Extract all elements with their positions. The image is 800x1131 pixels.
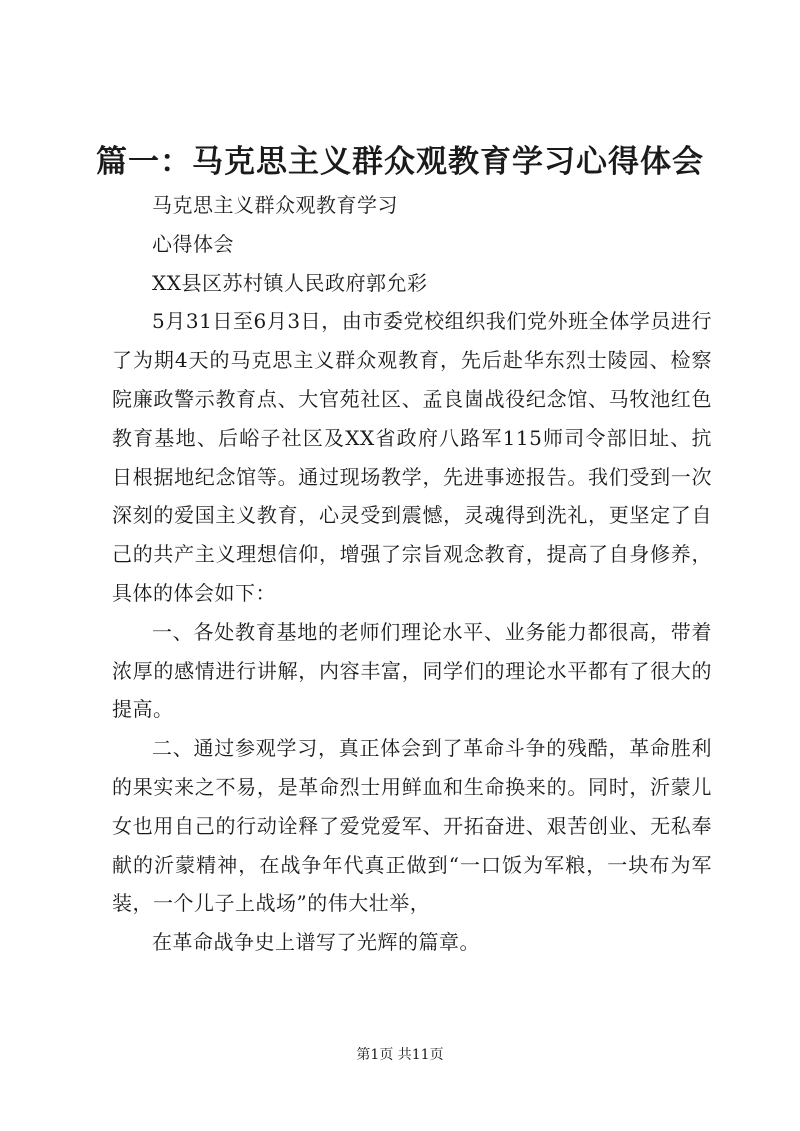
paragraph-author: XX县区苏村镇人民政府郭允彩 xyxy=(152,270,428,295)
document-title: 篇一：马克思主义群众观教育学习心得体会 xyxy=(96,144,704,180)
paragraph-subtitle-2: 心得体会 xyxy=(152,231,234,256)
paragraph-point-2: 二、通过参观学习，真正体会到了革命斗争的残酷，革命胜利的果实来之不易，是革命烈士用鲜血和生命换来的。同时，沂蒙儿女也用自己的行动诠释了爱党爱军、开拓奋进、艰苦创业、无私奉献的沂蒙精神，在战争年代真正做到“一口饭为军粮，一块布为军装，一个儿子上战场”的伟大壮举， xyxy=(112,736,712,916)
paragraph-subtitle-1: 马克思主义群众观教育学习 xyxy=(152,193,398,217)
document-body xyxy=(112,186,712,962)
page-footer: 第1页 共11页 xyxy=(356,1047,444,1063)
paragraph-closing: 在革命战争史上谱写了光辉的篇章。 xyxy=(152,930,480,955)
paragraph-intro: 5月31日至6月3日，由市委党校组织我们党外班全体学员进行了为期4天的马克思主义群众观教育，先后赴华东烈士陵园、检察院廉政警示教育点、大官苑社区、孟良崮战役纪念馆、马牧池红色教育基地、后峪子社区及XX省政府八路军115师司令部旧址、抗日根据地纪念馆等。通过现场教学，先进事迹报告。我们受到一次深刻的爱国主义教育，心灵受到震憾，灵魂得到洗礼，更坚定了自己的共产主义理想信仰，增强了宗旨观念教育，提高了自身修养，具体的体会如下： xyxy=(112,309,712,605)
paragraph-point-1: 一、各处教育基地的老师们理论水平、业务能力都很高，带着浓厚的感情进行讲解，内容丰富，同学们的理论水平都有了很大的提高。 xyxy=(112,619,712,722)
